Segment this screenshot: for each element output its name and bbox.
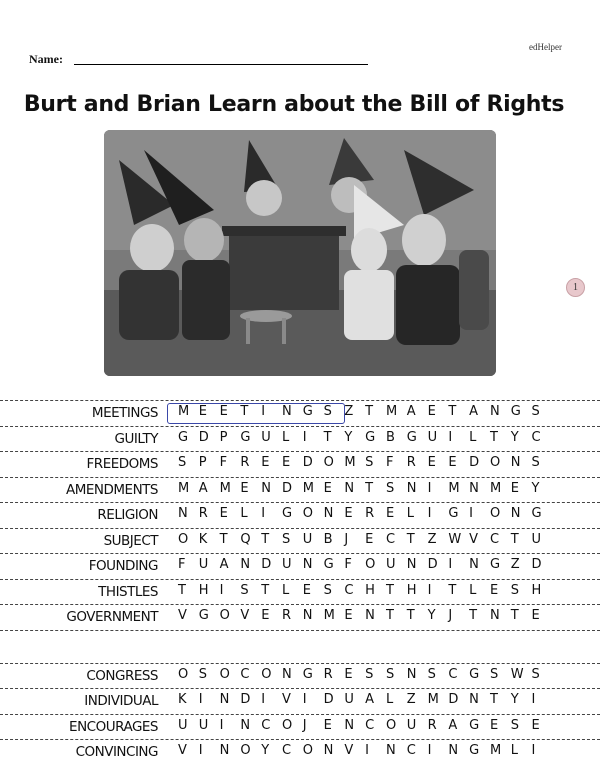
grid-letter: D [323, 692, 334, 707]
grid-letter: G [302, 666, 313, 682]
word-row [0, 553, 600, 579]
grid-letter: T [448, 404, 457, 419]
grid-letter: E [385, 506, 395, 521]
grid-letter: D [240, 692, 251, 707]
grid-letter: N [302, 608, 313, 623]
grid-letter: N [365, 608, 375, 623]
grid-letter: F [219, 455, 228, 470]
grid-letter: Z [427, 531, 437, 547]
grid-letter: E [323, 717, 332, 733]
grid-letter: M [323, 608, 335, 623]
grid-letter: R [240, 455, 250, 470]
grid-letter: L [385, 692, 394, 707]
grid-letter: S [385, 666, 395, 682]
grid-letter: R [427, 717, 437, 733]
grid-letter: B [385, 429, 395, 445]
grid-letter: Y [510, 692, 519, 707]
word-label: AMENDMENTS [66, 481, 158, 498]
word-row [0, 426, 600, 452]
grid-letter: I [198, 692, 203, 707]
grid-letter: L [240, 506, 248, 521]
grid-letter: S [365, 455, 374, 470]
grid-letter: N [489, 404, 500, 419]
grid-letter: S [489, 666, 499, 682]
grid-letter: B [323, 531, 333, 547]
brand-label: edHelper [529, 42, 562, 52]
grid-letter: V [344, 743, 354, 758]
grid-letter: U [198, 557, 209, 572]
grid-letter: O [281, 717, 293, 733]
grid-letter: I [427, 506, 432, 521]
grid-letter: I [531, 692, 536, 707]
word-row [0, 400, 600, 426]
grid-letter: G [469, 743, 480, 758]
grid-letter: K [198, 531, 208, 547]
word-row [0, 688, 600, 714]
grid-letter: A [219, 557, 229, 572]
letter-row [178, 667, 552, 682]
grid-letter: E [261, 455, 270, 470]
name-label: Name: [29, 52, 63, 66]
grid-letter: N [406, 557, 417, 572]
grid-letter: Z [406, 692, 416, 707]
word-label: ENCOURAGES [69, 718, 158, 735]
grid-letter: E [531, 717, 540, 733]
word-label: FOUNDING [88, 558, 158, 574]
word-row [0, 739, 600, 765]
grid-letter: O [261, 666, 272, 682]
grid-letter: I [261, 506, 266, 521]
grid-letter: O [302, 506, 314, 521]
grid-letter: T [489, 692, 498, 707]
grid-letter: Y [510, 429, 519, 445]
grid-letter: N [469, 557, 479, 572]
section-gap [0, 630, 600, 663]
grid-letter: F [178, 557, 186, 572]
grid-letter: C [365, 717, 375, 733]
grid-letter: I [531, 743, 536, 758]
letter-row [178, 557, 552, 572]
grid-letter: I [427, 480, 432, 496]
grid-letter: C [448, 666, 458, 682]
grid-letter: U [302, 531, 313, 547]
grid-letter: L [510, 743, 518, 758]
word-row [0, 714, 600, 740]
grid-letter: I [448, 557, 453, 572]
grid-letter: C [240, 666, 250, 682]
word-label: INDIVIDUAL [84, 693, 158, 709]
grid-letter: T [510, 531, 519, 547]
grid-letter: G [489, 557, 501, 572]
grid-letter: M [448, 480, 460, 496]
grid-letter: E [281, 455, 291, 470]
page-title: Burt and Brian Learn about the Bill of Rights [23, 92, 565, 117]
grid-letter: E [240, 480, 249, 496]
grid-letter: I [427, 743, 432, 758]
grid-letter: R [406, 455, 416, 470]
grid-letter: A [448, 717, 458, 733]
grid-letter: I [261, 692, 266, 707]
grid-letter: R [323, 666, 333, 682]
grid-letter: E [489, 717, 499, 733]
word-label: FREEDOMS [86, 456, 158, 472]
grid-letter: C [489, 531, 500, 547]
word-search [0, 400, 600, 765]
grid-letter: E [448, 455, 457, 470]
grid-letter: A [198, 480, 208, 496]
letter-row [178, 481, 552, 496]
grid-letter: O [219, 666, 230, 682]
letter-row [178, 718, 552, 733]
grid-letter: G [240, 429, 251, 445]
grid-letter: I [365, 743, 370, 758]
word-row [0, 579, 600, 605]
grid-letter: I [448, 429, 453, 445]
grid-letter: N [510, 455, 521, 470]
grid-letter: A [406, 404, 416, 419]
word-row [0, 477, 600, 503]
grid-letter: A [365, 692, 375, 707]
grid-letter: N [302, 557, 313, 572]
grid-letter: N [344, 717, 355, 733]
grid-letter: I [302, 429, 307, 445]
grid-letter: M [178, 480, 190, 496]
grid-letter: I [198, 743, 203, 758]
grid-letter: R [281, 608, 292, 623]
grid-letter: E [219, 404, 228, 419]
grid-letter: S [531, 455, 540, 470]
word-label: GOVERNMENT [66, 609, 158, 625]
grid-letter: T [219, 531, 228, 547]
grid-letter: G [302, 404, 313, 419]
grid-letter: S [198, 666, 208, 682]
grid-letter: C [385, 531, 396, 547]
grid-letter: U [198, 717, 209, 733]
grid-letter: U [427, 429, 438, 445]
grid-letter: S [510, 582, 520, 598]
grid-letter: T [489, 429, 498, 445]
grid-letter: Q [240, 531, 251, 547]
word-label: GUILTY [114, 430, 158, 447]
grid-letter: J [344, 531, 349, 547]
grid-letter: V [178, 608, 187, 623]
grid-letter: L [281, 429, 290, 445]
letter-row [178, 532, 552, 547]
grid-letter: T [261, 582, 270, 598]
grid-letter: D [531, 557, 542, 572]
grid-letter: E [198, 404, 208, 419]
grid-letter: W [510, 666, 524, 682]
grid-letter: N [510, 506, 521, 521]
grid-letter: N [385, 743, 396, 758]
grid-letter: O [178, 666, 189, 682]
grid-letter: I [302, 692, 307, 707]
grid-letter: E [219, 506, 228, 521]
grid-letter: E [427, 455, 436, 470]
grid-letter: H [198, 582, 209, 598]
grid-letter: N [406, 480, 417, 496]
gnomes-illustration-icon [104, 130, 496, 376]
grid-letter: T [261, 531, 270, 547]
page-number-badge: 1 [566, 278, 585, 297]
grid-letter: T [406, 608, 415, 623]
grid-letter: C [344, 582, 354, 598]
grid-letter: V [240, 608, 250, 623]
grid-letter: N [261, 480, 271, 496]
grid-letter: G [469, 666, 480, 682]
grid-letter: O [178, 531, 189, 547]
grid-letter: P [198, 455, 207, 470]
grid-letter: T [178, 582, 186, 598]
grid-letter: M [219, 480, 231, 496]
grid-letter: S [427, 666, 436, 682]
grid-letter: N [469, 692, 479, 707]
grid-letter: S [323, 404, 332, 419]
grid-letter: T [406, 531, 415, 547]
grid-letter: T [448, 582, 457, 598]
grid-letter: U [531, 531, 542, 547]
name-line [74, 64, 368, 65]
letter-row [178, 430, 552, 445]
grid-letter: M [344, 455, 356, 470]
word-row [0, 528, 600, 554]
grid-letter: S [240, 582, 249, 598]
grid-letter: S [510, 717, 520, 733]
word-row [0, 502, 600, 528]
grid-letter: R [365, 506, 375, 521]
grid-letter: I [219, 717, 224, 733]
grid-letter: G [469, 717, 480, 733]
word-row [0, 604, 600, 630]
grid-letter: N [469, 480, 479, 496]
grid-letter: T [365, 404, 374, 419]
grid-letter: M [302, 480, 314, 496]
grid-letter: U [178, 717, 188, 733]
letter-row [178, 455, 552, 470]
grid-letter: U [344, 692, 354, 707]
grid-letter: S [531, 404, 540, 419]
grid-letter: Z [344, 404, 354, 419]
letter-row [178, 608, 552, 623]
grid-letter: N [178, 506, 188, 521]
letter-row [178, 506, 552, 521]
grid-letter: S [531, 666, 540, 682]
grid-letter: E [323, 480, 332, 496]
grid-letter: G [448, 506, 459, 521]
grid-letter: D [281, 480, 292, 496]
grid-letter: P [219, 429, 228, 445]
grid-letter: G [510, 404, 521, 419]
grid-letter: J [302, 717, 307, 733]
grid-letter: U [406, 717, 417, 733]
grid-letter: O [219, 608, 230, 623]
grid-letter: E [302, 582, 311, 598]
grid-letter: N [219, 692, 230, 707]
grid-letter: E [344, 506, 353, 521]
grid-letter: H [531, 582, 542, 598]
letter-row [178, 583, 552, 598]
grid-letter: M [427, 692, 439, 707]
grid-letter: M [385, 404, 398, 419]
grid-letter: Y [344, 429, 353, 445]
word-label: THISTLES [98, 583, 158, 600]
grid-letter: N [448, 743, 459, 758]
grid-letter: T [323, 429, 332, 445]
grid-letter: G [198, 608, 209, 623]
grid-letter: N [323, 743, 334, 758]
grid-letter: C [261, 717, 271, 733]
letter-row [178, 692, 552, 707]
grid-letter: O [302, 743, 314, 758]
grid-letter: C [531, 429, 541, 445]
grid-letter: I [219, 582, 224, 598]
grid-letter: D [448, 692, 459, 707]
word-label: CONGRESS [86, 667, 158, 684]
grid-letter: D [198, 429, 209, 445]
grid-letter: G [531, 506, 542, 521]
grid-letter: G [406, 429, 417, 445]
grid-letter: O [365, 557, 376, 572]
grid-letter: K [178, 692, 187, 707]
grid-letter: M [489, 743, 502, 758]
grid-letter: O [385, 717, 397, 733]
word-label: MEETINGS [91, 405, 158, 421]
grid-letter: O [323, 455, 334, 470]
grid-letter: N [323, 506, 334, 521]
grid-letter: T [240, 404, 249, 419]
grid-letter: I [427, 582, 432, 598]
grid-letter: L [469, 582, 477, 598]
word-row [0, 663, 600, 689]
grid-letter: W [448, 531, 462, 547]
grid-letter: S [281, 531, 291, 547]
grid-letter: T [469, 608, 478, 623]
grid-letter: N [344, 480, 355, 496]
grid-letter: M [178, 404, 190, 419]
grid-letter: N [489, 608, 500, 623]
grid-letter: S [323, 582, 332, 598]
letter-row [178, 743, 552, 758]
grid-letter: N [240, 557, 251, 572]
grid-letter: D [469, 455, 480, 470]
grid-letter: T [365, 480, 374, 496]
grid-letter: F [344, 557, 352, 572]
grid-letter: V [469, 531, 479, 547]
grid-letter: S [365, 666, 374, 682]
grid-letter: N [406, 666, 417, 682]
grid-letter: L [469, 429, 477, 445]
grid-letter: C [406, 743, 416, 758]
grid-letter: J [448, 608, 453, 623]
grid-letter: A [469, 404, 479, 419]
grid-letter: Z [510, 557, 520, 572]
grid-letter: O [240, 743, 251, 758]
grid-letter: U [261, 429, 271, 445]
grid-letter: O [489, 455, 501, 470]
grid-letter: Y [261, 743, 270, 758]
grid-letter: E [510, 480, 519, 496]
grid-letter: Y [531, 480, 540, 496]
grid-letter: G [178, 429, 189, 445]
grid-letter: E [365, 531, 374, 547]
grid-letter: R [198, 506, 208, 521]
grid-letter: E [344, 608, 353, 623]
grid-letter: D [261, 557, 272, 572]
grid-letter: I [261, 404, 266, 419]
grid-letter: E [531, 608, 540, 623]
grid-letter: O [489, 506, 501, 521]
grid-letter: N [219, 743, 230, 758]
grid-letter: E [427, 404, 436, 419]
grid-letter: E [489, 582, 499, 598]
grid-letter: V [178, 743, 187, 758]
grid-letter: M [489, 480, 502, 496]
grid-letter: U [281, 557, 292, 572]
grid-letter: H [406, 582, 417, 598]
grid-letter: H [365, 582, 375, 598]
grid-letter: D [427, 557, 438, 572]
grid-letter: V [281, 692, 291, 707]
grid-letter: L [406, 506, 415, 521]
grid-letter: E [261, 608, 270, 623]
word-label: SUBJECT [103, 532, 158, 549]
grid-letter: E [344, 666, 353, 682]
grid-letter: T [385, 582, 394, 598]
grid-letter: F [385, 455, 394, 470]
grid-letter: D [302, 455, 313, 470]
grid-letter: G [281, 506, 293, 521]
grid-letter: S [385, 480, 395, 496]
grid-letter: L [281, 582, 290, 598]
grid-letter: G [323, 557, 334, 572]
grid-letter: U [385, 557, 396, 572]
grid-letter: C [281, 743, 292, 758]
grid-letter: S [178, 455, 187, 470]
grid-letter: T [385, 608, 394, 623]
word-row [0, 451, 600, 477]
letter-row [178, 404, 552, 419]
word-label: RELIGION [97, 507, 158, 523]
grid-letter: Y [427, 608, 436, 623]
grid-letter: N [240, 717, 251, 733]
grid-letter: T [510, 608, 519, 623]
word-label: CONVINCING [75, 744, 158, 760]
grid-letter: I [469, 506, 473, 521]
grid-letter: N [281, 404, 292, 419]
grid-letter: G [365, 429, 376, 445]
grid-letter: N [281, 666, 292, 682]
